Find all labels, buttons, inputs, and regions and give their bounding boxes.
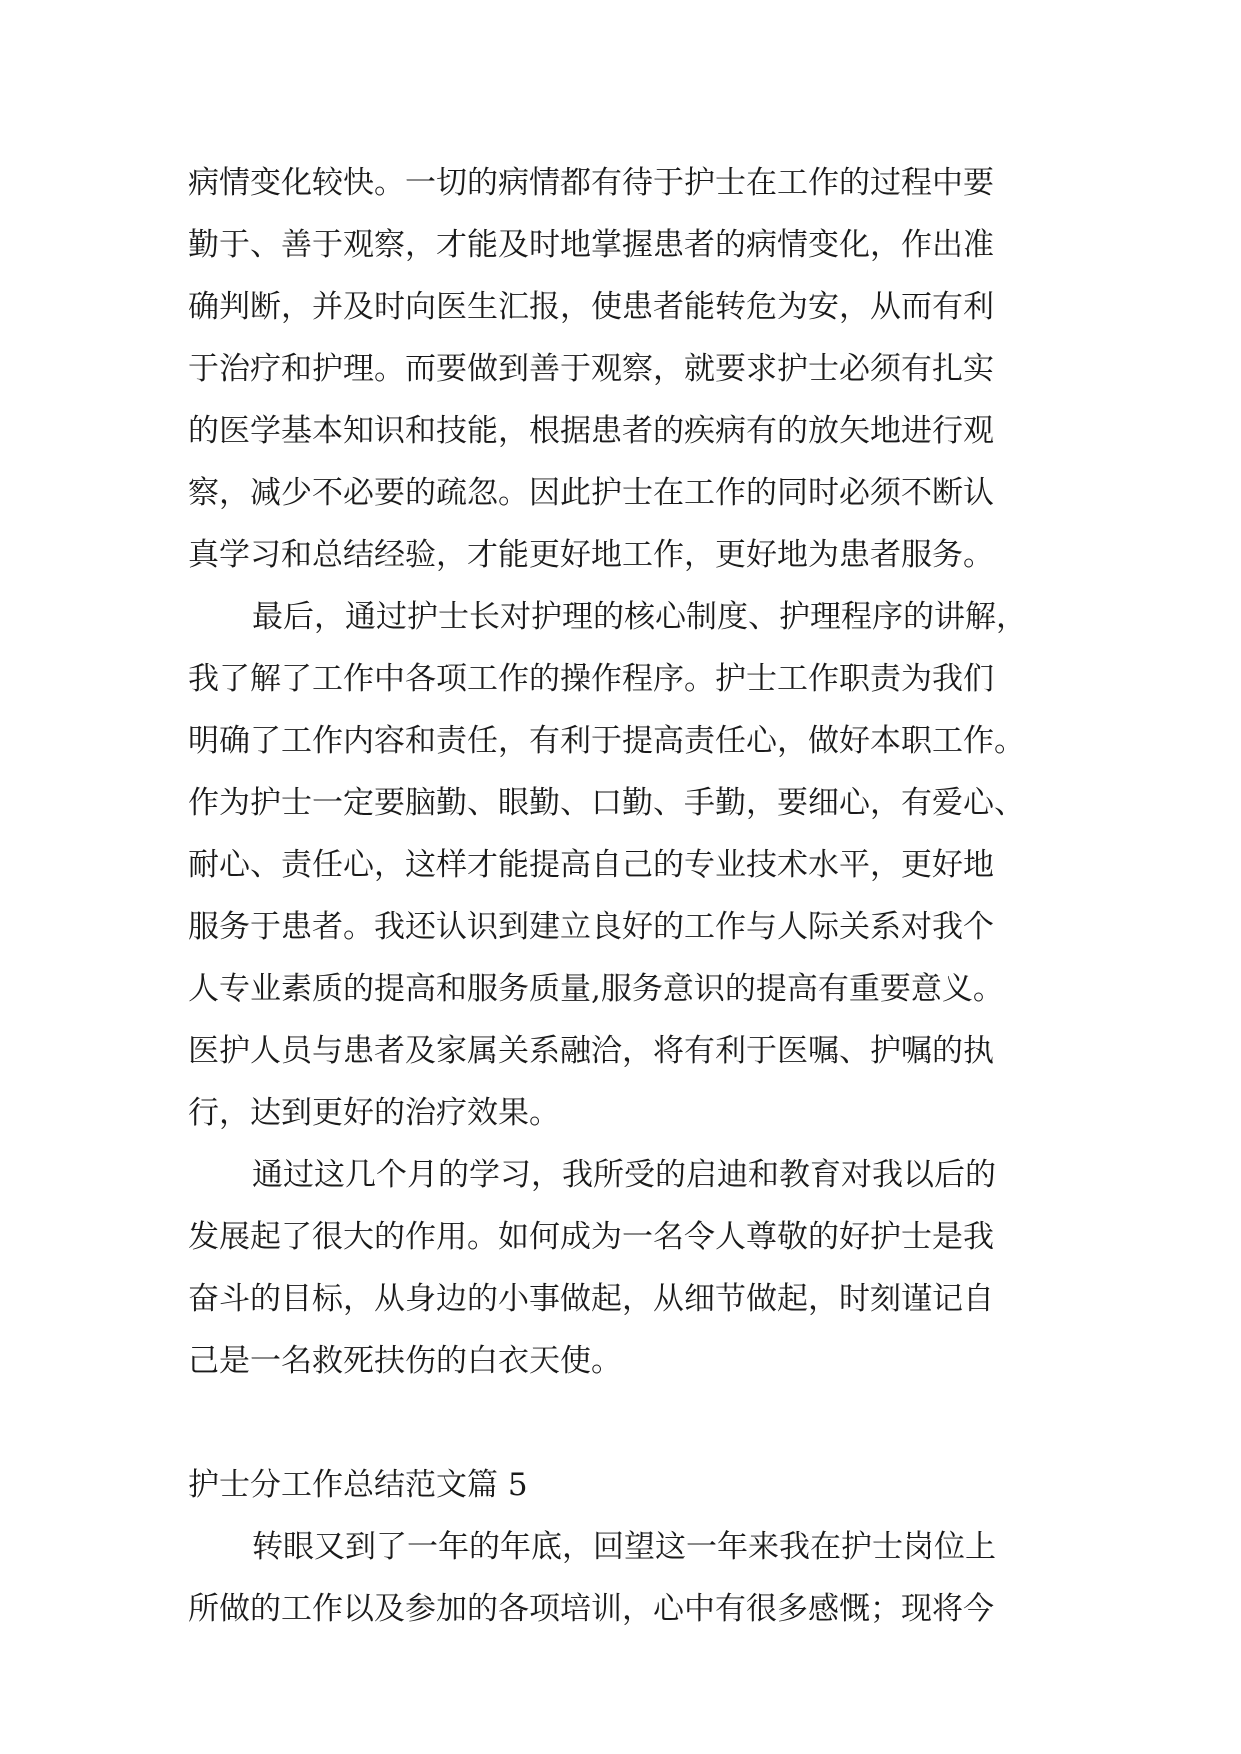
text-line: 最后，通过护士长对护理的核心制度、护理程序的讲解， [252, 599, 1027, 635]
paragraph-4 [188, 1516, 1058, 1640]
text-line: 察，减少不必要的疏忽。因此护士在工作的同时必须不断认 [188, 475, 994, 511]
text-line: 通过这几个月的学习，我所受的启迪和教育对我以后的 [252, 1157, 996, 1193]
text-line: 耐心、责任心，这样才能提高自己的专业技术水平，更好地 [188, 847, 994, 883]
text-line: 己是一名救死扶伤的白衣天使。 [188, 1343, 622, 1379]
section-gap [188, 1392, 1058, 1454]
section-heading: 护士分工作总结范文篇 5 [188, 1467, 528, 1503]
text-line: 病情变化较快。一切的病情都有待于护士在工作的过程中要 [188, 165, 994, 201]
text-line: 明确了工作内容和责任，有利于提高责任心，做好本职工作。 [188, 723, 1025, 759]
text-line: 勤于、善于观察，才能及时地掌握患者的病情变化，作出准 [188, 227, 994, 263]
text-line: 奋斗的目标，从身边的小事做起，从细节做起，时刻谨记自 [188, 1281, 994, 1317]
paragraph-1 [188, 152, 1058, 586]
text-line: 确判断，并及时向医生汇报，使患者能转危为安，从而有利 [188, 289, 994, 325]
text-line: 人专业素质的提高和服务质量,服务意识的提高有重要意义。 [188, 971, 1004, 1007]
text-line: 我了解了工作中各项工作的操作程序。护士工作职责为我们 [188, 661, 994, 697]
text-line: 行，达到更好的治疗效果。 [188, 1095, 560, 1131]
paragraph-2 [188, 586, 1058, 1144]
text-line: 转眼又到了一年的年底，回望这一年来我在护士岗位上 [252, 1529, 996, 1565]
text-line: 发展起了很大的作用。如何成为一名令人尊敬的好护士是我 [188, 1219, 994, 1255]
text-line: 真学习和总结经验，才能更好地工作，更好地为患者服务。 [188, 537, 994, 573]
text-line: 所做的工作以及参加的各项培训，心中有很多感慨；现将今 [188, 1591, 994, 1627]
text-line: 作为护士一定要脑勤、眼勤、口勤、手勤，要细心，有爱心、 [188, 785, 1025, 821]
paragraph-3 [188, 1144, 1058, 1392]
document-body [188, 152, 1058, 1640]
text-line: 服务于患者。我还认识到建立良好的工作与人际关系对我个 [188, 909, 994, 945]
text-line: 于治疗和护理。而要做到善于观察，就要求护士必须有扎实 [188, 351, 994, 387]
text-line: 的医学基本知识和技能，根据患者的疾病有的放矢地进行观 [188, 413, 994, 449]
text-line: 医护人员与患者及家属关系融洽，将有利于医嘱、护嘱的执 [188, 1033, 994, 1069]
